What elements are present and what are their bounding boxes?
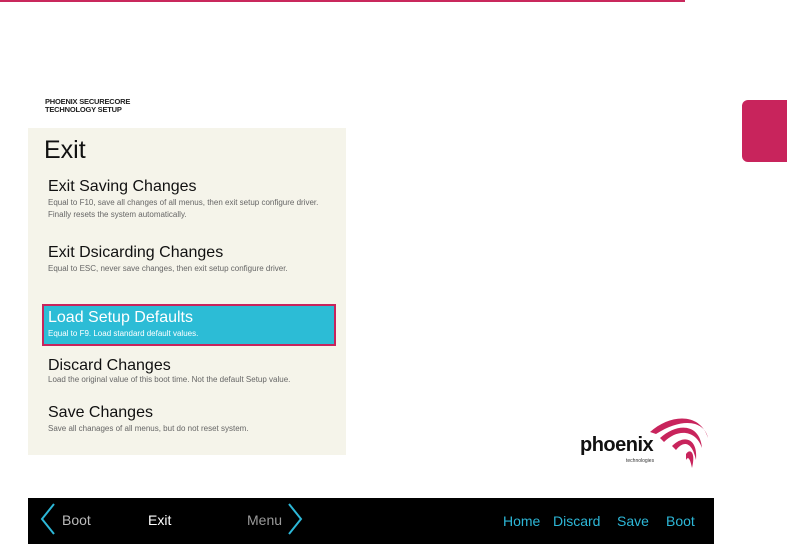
menu-item-description: Equal to ESC, never save changes, then exit setup configure driver. [48,264,288,273]
menu-item-description: Equal to F9. Load standard default values. [48,329,199,338]
action-home[interactable]: Home [503,513,541,529]
brand-header [45,98,130,113]
side-tab [742,100,787,162]
nav-current-exit: Exit [148,512,172,528]
menu-item-load-setup-defaults[interactable] [42,304,336,346]
brand-line-2: TECHNOLOGY SETUP [45,104,122,114]
action-boot[interactable]: Boot [666,513,695,529]
menu-item-discard-changes[interactable] [48,357,338,384]
chevron-left-icon[interactable] [36,502,60,536]
page-title: Exit [44,136,86,164]
logo-wordmark: phoenix [580,434,654,456]
exit-menu-panel [28,128,346,455]
menu-item-exit-saving-changes[interactable] [48,178,338,221]
menu-item-label: Exit Saving Changes [48,178,197,195]
menu-item-save-changes[interactable] [48,404,338,435]
menu-item-label: Exit Dsicarding Changes [48,244,224,261]
menu-item-description: Equal to F10, save all changes of all menus, then exit setup configure driver. Finally resets the system automatically. [48,198,319,219]
menu-item-label: Discard Changes [48,357,171,374]
brand-line-1: PHOENIX SECURECORE [45,97,131,106]
top-divider [0,0,685,2]
menu-item-label: Load Setup Defaults [48,309,193,326]
nav-prev-boot[interactable]: Boot [62,512,91,528]
nav-next-menu[interactable]: Menu [247,512,283,528]
action-discard[interactable]: Discard [553,513,601,529]
bottom-navigation-bar [28,498,714,544]
menu-item-exit-discarding-changes[interactable] [48,244,338,275]
action-save[interactable]: Save [617,513,649,529]
menu-item-label: Save Changes [48,404,153,421]
menu-item-description: Save all chanages of all menus, but do not reset system. [48,424,249,433]
phoenix-logo [580,412,710,472]
menu-item-description: Load the original value of this boot time. Not the default Setup value. [48,375,291,384]
logo-subtitle: technologies [626,458,655,464]
chevron-right-icon[interactable] [283,502,307,536]
